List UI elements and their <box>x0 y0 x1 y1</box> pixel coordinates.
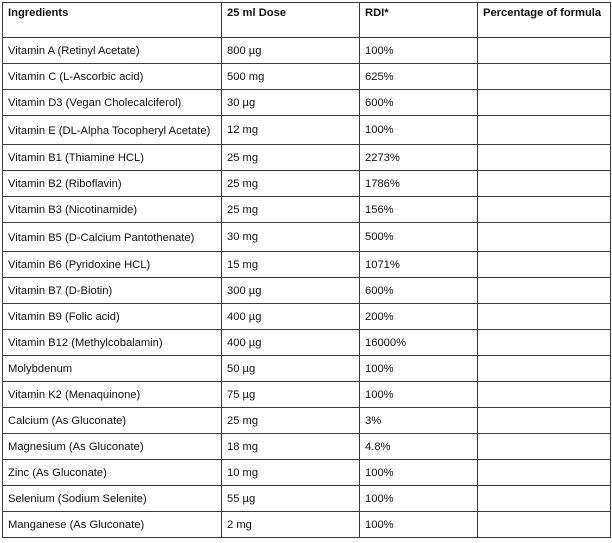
ingredient-cell: Molybdenum <box>3 356 222 382</box>
table-row <box>3 171 611 197</box>
rdi-cell: 3% <box>360 408 478 434</box>
ingredient-cell: Zinc (As Gluconate) <box>3 460 222 486</box>
table-row <box>3 64 611 90</box>
rdi-cell: 4.8% <box>360 434 478 460</box>
dose-cell: 500 mg <box>222 64 360 90</box>
percentage-cell <box>478 38 611 64</box>
table-row <box>3 278 611 304</box>
dose-cell: 18 mg <box>222 434 360 460</box>
table-row <box>3 460 611 486</box>
dose-cell: 12 mg <box>222 116 360 145</box>
dose-cell: 75 µg <box>222 382 360 408</box>
percentage-cell <box>478 278 611 304</box>
percentage-cell <box>478 434 611 460</box>
dose-cell: 2 mg <box>222 512 360 538</box>
table-row <box>3 252 611 278</box>
table-header-row <box>3 3 611 38</box>
ingredient-cell: Vitamin C (L-Ascorbic acid) <box>3 64 222 90</box>
percentage-cell <box>478 486 611 512</box>
rdi-cell: 500% <box>360 223 478 252</box>
percentage-cell <box>478 356 611 382</box>
ingredient-cell: Vitamin B6 (Pyridoxine HCL) <box>3 252 222 278</box>
percentage-cell <box>478 382 611 408</box>
dose-cell: 800 µg <box>222 38 360 64</box>
ingredient-cell: Vitamin B5 (D-Calcium Pantothenate) <box>3 223 222 252</box>
dose-cell: 30 µg <box>222 90 360 116</box>
table-row <box>3 304 611 330</box>
percentage-cell <box>478 460 611 486</box>
rdi-cell: 156% <box>360 197 478 223</box>
rdi-cell: 600% <box>360 278 478 304</box>
rdi-cell: 1071% <box>360 252 478 278</box>
ingredient-cell: Vitamin B7 (D-Biotin) <box>3 278 222 304</box>
dose-cell: 400 µg <box>222 304 360 330</box>
rdi-cell: 2273% <box>360 145 478 171</box>
ingredient-cell: Vitamin B12 (Methylcobalamin) <box>3 330 222 356</box>
ingredients-table <box>2 2 611 538</box>
rdi-cell: 100% <box>360 116 478 145</box>
percentage-cell <box>478 223 611 252</box>
percentage-cell <box>478 304 611 330</box>
dose-cell: 30 mg <box>222 223 360 252</box>
ingredient-cell: Vitamin K2 (Menaquinone) <box>3 382 222 408</box>
rdi-cell: 1786% <box>360 171 478 197</box>
percentage-cell <box>478 252 611 278</box>
table-row <box>3 408 611 434</box>
table-row <box>3 512 611 538</box>
percentage-cell <box>478 90 611 116</box>
header-ingredients: Ingredients <box>3 3 222 38</box>
rdi-cell: 100% <box>360 356 478 382</box>
dose-cell: 15 mg <box>222 252 360 278</box>
table-row <box>3 145 611 171</box>
dose-cell: 10 mg <box>222 460 360 486</box>
ingredient-cell: Vitamin A (Retinyl Acetate) <box>3 38 222 64</box>
percentage-cell <box>478 512 611 538</box>
percentage-cell <box>478 64 611 90</box>
rdi-cell: 200% <box>360 304 478 330</box>
dose-cell: 25 mg <box>222 197 360 223</box>
percentage-cell <box>478 197 611 223</box>
table-row <box>3 116 611 145</box>
ingredient-cell: Selenium (Sodium Selenite) <box>3 486 222 512</box>
ingredient-cell: Vitamin B3 (Nicotinamide) <box>3 197 222 223</box>
ingredient-cell: Manganese (As Gluconate) <box>3 512 222 538</box>
rdi-cell: 16000% <box>360 330 478 356</box>
table-row <box>3 38 611 64</box>
percentage-cell <box>478 171 611 197</box>
table-row <box>3 90 611 116</box>
ingredient-cell: Vitamin B1 (Thiamine HCL) <box>3 145 222 171</box>
dose-cell: 25 mg <box>222 171 360 197</box>
ingredient-cell: Vitamin B9 (Folic acid) <box>3 304 222 330</box>
table-row <box>3 197 611 223</box>
dose-cell: 300 µg <box>222 278 360 304</box>
dose-cell: 50 µg <box>222 356 360 382</box>
percentage-cell <box>478 408 611 434</box>
table-row <box>3 486 611 512</box>
ingredient-cell: Calcium (As Gluconate) <box>3 408 222 434</box>
rdi-cell: 100% <box>360 460 478 486</box>
ingredient-cell: Vitamin B2 (Riboflavin) <box>3 171 222 197</box>
header-rdi: RDI* <box>360 3 478 38</box>
header-dose: 25 ml Dose <box>222 3 360 38</box>
rdi-cell: 100% <box>360 486 478 512</box>
dose-cell: 25 mg <box>222 145 360 171</box>
percentage-cell <box>478 330 611 356</box>
percentage-cell <box>478 116 611 145</box>
ingredient-cell: Vitamin D3 (Vegan Cholecalciferol) <box>3 90 222 116</box>
ingredient-cell: Magnesium (As Gluconate) <box>3 434 222 460</box>
percentage-cell <box>478 145 611 171</box>
dose-cell: 25 mg <box>222 408 360 434</box>
rdi-cell: 625% <box>360 64 478 90</box>
table-row <box>3 356 611 382</box>
table-row <box>3 330 611 356</box>
table-row <box>3 223 611 252</box>
table-row <box>3 382 611 408</box>
rdi-cell: 100% <box>360 38 478 64</box>
table-body <box>3 38 611 538</box>
dose-cell: 400 µg <box>222 330 360 356</box>
table-row <box>3 434 611 460</box>
ingredient-cell: Vitamin E (DL-Alpha Tocopheryl Acetate) <box>3 116 222 145</box>
dose-cell: 55 µg <box>222 486 360 512</box>
rdi-cell: 600% <box>360 90 478 116</box>
rdi-cell: 100% <box>360 512 478 538</box>
header-percentage: Percentage of formula <box>478 3 611 38</box>
rdi-cell: 100% <box>360 382 478 408</box>
